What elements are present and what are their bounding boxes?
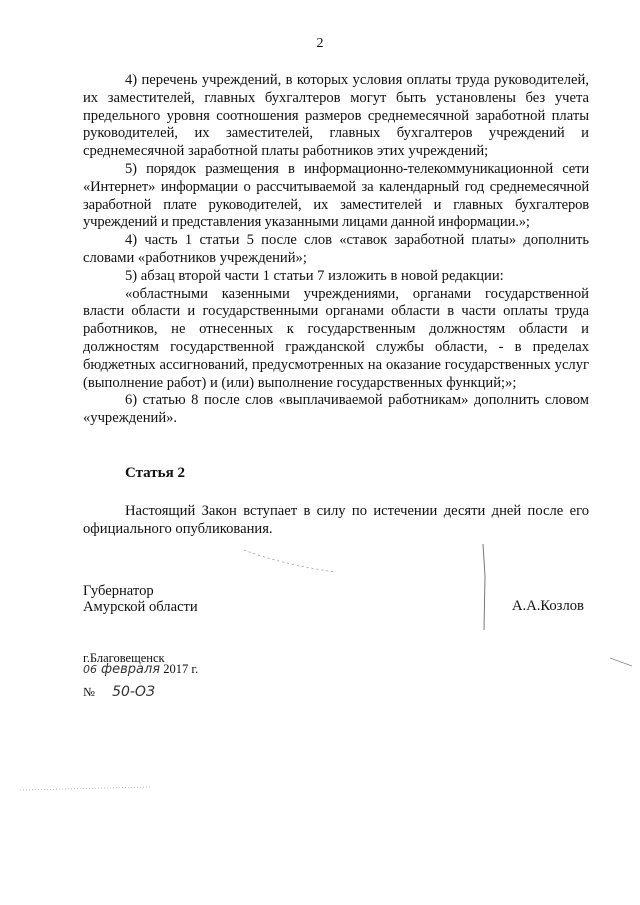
- paragraph-amend-5: 5) абзац второй части 1 статьи 7 изложить в новой редакции:: [125, 267, 504, 284]
- law-number: [83, 684, 155, 700]
- article-text: Настоящий Закон вступает в силу по истечении десяти дней после его официального опубликования.: [83, 503, 589, 537]
- date-day: 06: [83, 663, 97, 676]
- date-month: февраля: [101, 662, 161, 677]
- paragraph-item-5: 5) порядок размещения в информационно-телекоммуникационной сети «Интернет» информации о рассчитываемой за календарный год среднемесячной заработной плате руководителей, их заместителей и главных бухгалтеров учреждений и представления указанными лицами данной информации.»;: [83, 160, 589, 231]
- corner-mark: [600, 650, 640, 680]
- article-heading: Статья 2: [125, 465, 185, 481]
- paragraph-amend-4: 4) часть 1 статьи 5 после слов «ставок заработной платы» дополнить словами «работников учреждений»;: [83, 232, 589, 266]
- page-mark: [0, 770, 160, 810]
- signature-title-line2: Амурской области: [83, 599, 198, 615]
- page-number: 2: [316, 36, 324, 51]
- signature-name: А.А.Козлов: [512, 598, 584, 614]
- number-label: №: [83, 685, 95, 699]
- paragraph-item-4: 4) перечень учреждений, в которых условия оплаты труда руководителей, их заместителей, главных бухгалтеров могут быть установлены без учета предельного уровня соотношения размеров среднемесячной заработной платы руководителей, их заместителей, главных бухгалтеров учреждений и среднемесячной заработной платы работников этих учреждений;: [83, 72, 589, 160]
- paragraph-quote: «областными казенными учреждениями, органами государственной власти области и государственными органами области в части оплаты труда работников, не отнесенных к государственным должностям области и должностям государственной гражданской службы области, - в пределах бюджетных ассигнований, предусмотренных на оказание государственных услуг (выполнение работ) и (или) выполнение государственных функций;»;: [83, 285, 589, 391]
- number-value: 50-ОЗ: [112, 684, 155, 700]
- signature-title: [83, 583, 198, 615]
- article-body: [83, 502, 589, 538]
- document-body: [83, 72, 589, 428]
- paragraph-amend-6: 6) статью 8 после слов «выплачиваемой работникам» дополнить словом «учреждений».: [83, 392, 589, 427]
- place-of-signing: г.Благовещенск: [83, 651, 165, 665]
- signature-stroke: [240, 540, 500, 640]
- signing-date: [83, 662, 198, 677]
- date-year: 2017 г.: [163, 662, 199, 676]
- signature-title-line1: Губернатор: [83, 583, 154, 599]
